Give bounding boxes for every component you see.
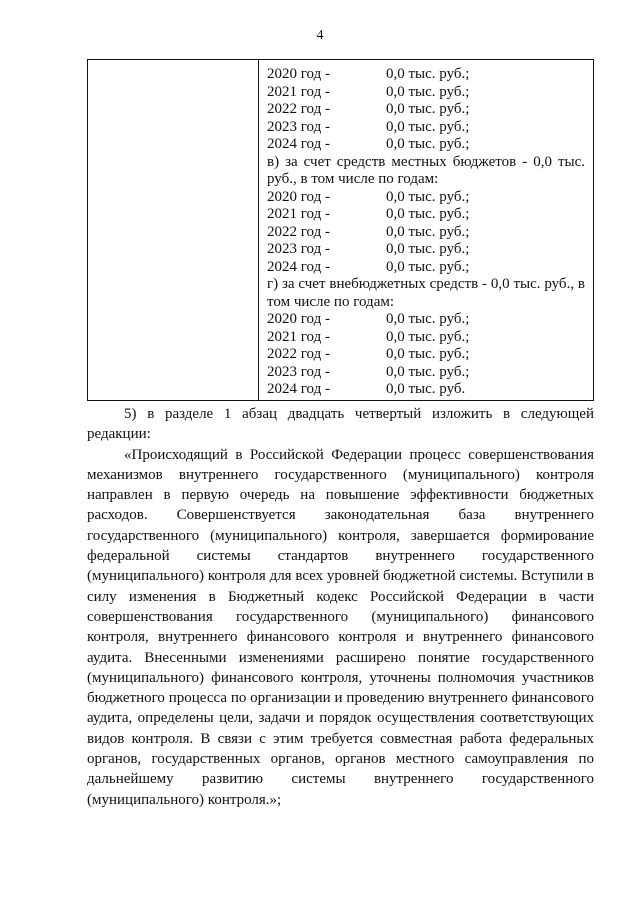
year-amount: 0,0 тыс. руб.; [386, 241, 470, 257]
year-amount: 0,0 тыс. руб. [386, 381, 466, 397]
year-row [267, 329, 585, 347]
year-row [267, 346, 585, 364]
year-row [267, 66, 585, 84]
year-row [267, 224, 585, 242]
year-amount: 0,0 тыс. руб.; [386, 258, 470, 275]
year-row [267, 259, 585, 277]
year-label: 2024 год - [267, 381, 330, 397]
year-amount: 0,0 тыс. руб.; [386, 136, 470, 152]
year-label: 2022 год - [267, 223, 330, 240]
year-list-group-c [267, 311, 585, 399]
funding-cell [267, 66, 585, 399]
year-amount: 0,0 тыс. руб.; [386, 206, 470, 222]
year-list-group-b [267, 189, 585, 277]
page-number: 4 [316, 28, 324, 43]
year-amount: 0,0 тыс. руб.; [386, 328, 470, 345]
amendment-item-5: 5) в разделе 1 абзац двадцать четвертый изложить в следующей редакции: [87, 406, 594, 443]
year-label: 2024 год - [267, 136, 330, 152]
year-label: 2022 год - [267, 101, 330, 117]
year-amount: 0,0 тыс. руб.; [386, 83, 470, 100]
year-row [267, 119, 585, 137]
year-list-group-a [267, 66, 585, 154]
year-amount: 0,0 тыс. руб.; [386, 223, 470, 240]
funding-table [87, 59, 594, 401]
year-label: 2021 год - [267, 206, 330, 222]
year-row [267, 101, 585, 119]
year-row [267, 189, 585, 207]
amendment-quote-paragraph: «Происходящий в Российской Федерации процесс совершенствования механизмов внутреннего государственного (муниципального) контроля направлен в первую очередь на повышение эффективности бюджетных расходов. Совершенствуется законодательная база внутреннего государственного (муниципального) контроля, завершается формирование федеральной системы стандартов внутреннего государственного (муниципального) контроля для всех уровней бюджетной системы. Вступили в силу изменения в Бюджетный кодекс Российской Федерации в части совершенствования государственного (муниципального) финансового контроля, внутреннего финансового контроля и внутреннего финансового аудита. Внесенными изменениями расширено понятие государственного (муниципального) финансового контроля, уточнены полномочия участников бюджетного процесса по организации и проведению внутреннего финансового аудита, определены цели, задачи и порядок осуществления соответствующих видов контроля. В связи с этим требуется совместная работа федеральных органов, государственных органов, органов местного самоуправления по дальнейшему развитию системы внутреннего государственного (муниципального) контроля.»; [87, 446, 594, 808]
year-row [267, 206, 585, 224]
year-amount: 0,0 тыс. руб.; [386, 188, 470, 205]
local-budget-text: в) за счет средств местных бюджетов - 0,0 тыс. руб., в том числе по годам: [267, 153, 585, 187]
year-amount: 0,0 тыс. руб.; [386, 346, 470, 362]
year-label: 2021 год - [267, 328, 330, 345]
year-label: 2020 год - [267, 66, 330, 82]
year-label: 2021 год - [267, 83, 330, 100]
year-label: 2022 год - [267, 346, 330, 362]
year-row [267, 364, 585, 382]
year-row [267, 136, 585, 154]
year-label: 2023 год - [267, 118, 330, 135]
year-row [267, 241, 585, 259]
extrabudgetary-text: г) за счет внебюджетных средств - 0,0 тыс. руб., в том числе по годам: [267, 276, 585, 310]
year-row [267, 84, 585, 102]
year-row [267, 311, 585, 329]
year-amount: 0,0 тыс. руб.; [386, 311, 470, 327]
year-amount: 0,0 тыс. руб.; [386, 363, 470, 380]
year-label: 2020 год - [267, 188, 330, 205]
year-amount: 0,0 тыс. руб.; [386, 118, 470, 135]
year-label: 2023 год - [267, 363, 330, 380]
year-label: 2023 год - [267, 241, 330, 257]
year-amount: 0,0 тыс. руб.; [386, 66, 470, 82]
year-label: 2024 год - [267, 258, 330, 275]
year-label: 2020 год - [267, 311, 330, 327]
year-row [267, 381, 585, 399]
year-amount: 0,0 тыс. руб.; [386, 101, 470, 117]
document-body [87, 404, 594, 810]
table-column-divider [258, 60, 259, 400]
